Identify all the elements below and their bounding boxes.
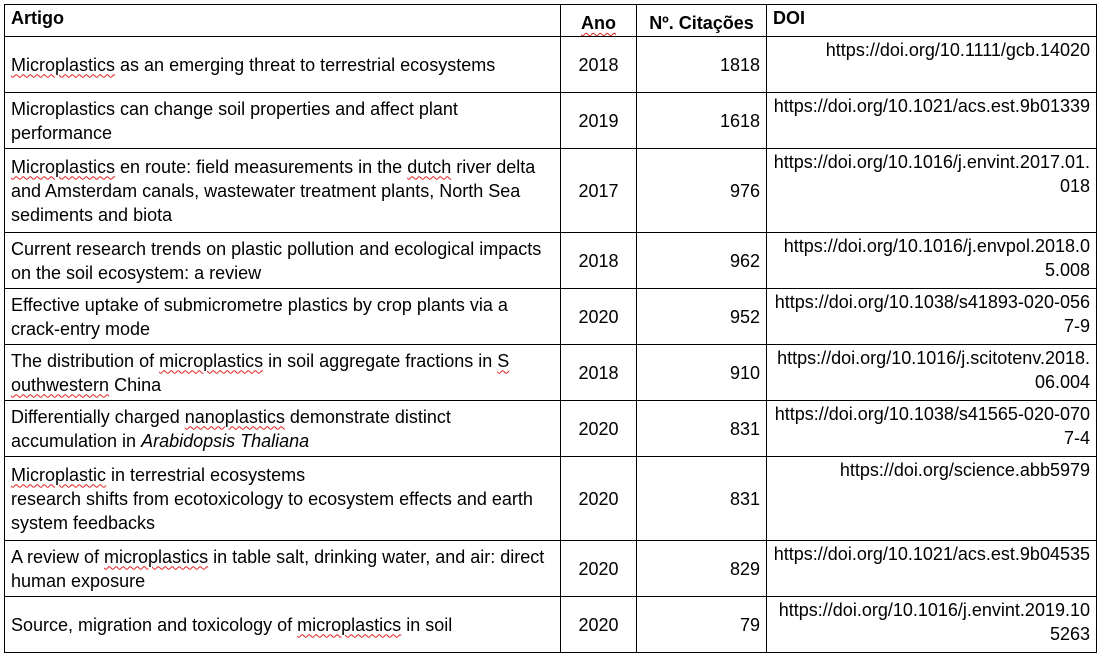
- table-row: [5, 289, 1097, 345]
- cell-doi[interactable]: https://doi.org/10.1021/acs.est.9b01339: [767, 93, 1097, 149]
- cell-ano: 2020: [561, 457, 637, 541]
- artigo-text: microplastics: [159, 350, 264, 371]
- cell-doi[interactable]: https://doi.org/10.1016/j.scitotenv.2018.06.004: [767, 345, 1097, 401]
- cell-artigo: [5, 149, 561, 233]
- artigo-text: S outhwestern: [11, 350, 510, 395]
- cell-doi[interactable]: https://doi.org/10.1016/j.envpol.2018.05.008: [767, 233, 1097, 289]
- cell-artigo: [5, 93, 561, 149]
- table-row: [5, 37, 1097, 93]
- table-header-row: [5, 5, 1097, 37]
- cell-doi[interactable]: https://doi.org/10.1111/gcb.14020: [767, 37, 1097, 93]
- cell-doi[interactable]: https://doi.org/10.1016/j.envint.2019.105263: [767, 597, 1097, 653]
- artigo-text: demonstrate distinct accumulation in: [11, 406, 451, 451]
- artigo-text: research shifts from ecotoxicology to ecosystem effects and earth system feedbacks: [11, 488, 533, 533]
- artigo-text: microplastics: [297, 614, 402, 635]
- artigo-text: Microplastics: [11, 54, 116, 75]
- cell-doi[interactable]: https://doi.org/10.1038/s41893-020-0567-9: [767, 289, 1097, 345]
- cell-citacoes: 952: [637, 289, 767, 345]
- artigo-text: Differentially charged: [11, 406, 185, 427]
- cell-ano: 2020: [561, 541, 637, 597]
- header-citacoes: Nº. Citações: [637, 5, 767, 37]
- cell-ano: 2019: [561, 93, 637, 149]
- cell-citacoes: 976: [637, 149, 767, 233]
- artigo-text: The distribution of: [11, 350, 160, 371]
- table-row: [5, 541, 1097, 597]
- cell-artigo: [5, 401, 561, 457]
- cell-doi[interactable]: https://doi.org/10.1038/s41565-020-0707-4: [767, 401, 1097, 457]
- cell-ano: 2018: [561, 345, 637, 401]
- cell-ano: 2018: [561, 233, 637, 289]
- cell-artigo: [5, 457, 561, 541]
- cell-ano: 2018: [561, 37, 637, 93]
- table-row: [5, 345, 1097, 401]
- table-row: [5, 233, 1097, 289]
- cell-citacoes: 1818: [637, 37, 767, 93]
- table-row: [5, 457, 1097, 541]
- artigo-text: China: [109, 374, 162, 395]
- artigo-text: river delta and Amsterdam canals, wastewater treatment plants, North Sea sediments and biota: [11, 156, 536, 225]
- artigo-text: Arabidopsis Thaliana: [141, 430, 310, 451]
- cell-citacoes: 962: [637, 233, 767, 289]
- artigo-text: as an emerging threat to terrestrial ecosystems: [115, 54, 496, 75]
- header-doi: DOI: [767, 5, 1097, 37]
- cell-doi[interactable]: https://doi.org/10.1016/j.envint.2017.01.018: [767, 149, 1097, 233]
- artigo-text: in soil: [401, 614, 453, 635]
- artigo-text: in soil aggregate fractions in: [263, 350, 498, 371]
- cell-citacoes: 79: [637, 597, 767, 653]
- artigo-text: dutch: [407, 156, 452, 177]
- artigo-text: Microplastics: [11, 156, 116, 177]
- articles-table: [4, 4, 1097, 653]
- cell-doi[interactable]: https://doi.org/science.abb5979: [767, 457, 1097, 541]
- table-row: [5, 93, 1097, 149]
- cell-ano: 2020: [561, 597, 637, 653]
- table-row: [5, 149, 1097, 233]
- cell-ano: 2020: [561, 401, 637, 457]
- cell-artigo: [5, 289, 561, 345]
- cell-artigo: [5, 345, 561, 401]
- header-artigo: Artigo: [5, 5, 561, 37]
- artigo-text: Microplastics can change soil properties and affect plant performance: [11, 98, 458, 143]
- cell-citacoes: 831: [637, 401, 767, 457]
- artigo-text: Source, migration and toxicology of: [11, 614, 298, 635]
- header-ano: Ano: [561, 5, 637, 37]
- cell-artigo: [5, 597, 561, 653]
- artigo-text: in terrestrial ecosystems: [106, 464, 306, 485]
- artigo-text: Current research trends on plastic pollution and ecological impacts on the soil ecosystem: a review: [11, 238, 542, 283]
- artigo-text: in table salt, drinking water, and air: direct human exposure: [11, 546, 545, 591]
- table-body: [5, 37, 1097, 653]
- cell-artigo: [5, 541, 561, 597]
- table-row: [5, 597, 1097, 653]
- cell-ano: 2020: [561, 289, 637, 345]
- cell-citacoes: 831: [637, 457, 767, 541]
- artigo-text: nanoplastics: [184, 406, 285, 427]
- artigo-text: Effective uptake of submicrometre plastics by crop plants via a crack-entry mode: [11, 294, 508, 339]
- artigo-text: microplastics: [104, 546, 209, 567]
- cell-citacoes: 1618: [637, 93, 767, 149]
- cell-artigo: [5, 37, 561, 93]
- table-row: [5, 401, 1097, 457]
- artigo-text: A review of: [11, 546, 105, 567]
- artigo-text: en route: field measurements in the: [115, 156, 408, 177]
- cell-artigo: [5, 233, 561, 289]
- cell-doi[interactable]: https://doi.org/10.1021/acs.est.9b04535: [767, 541, 1097, 597]
- artigo-text: Microplastic: [11, 464, 107, 485]
- cell-citacoes: 910: [637, 345, 767, 401]
- cell-citacoes: 829: [637, 541, 767, 597]
- cell-ano: 2017: [561, 149, 637, 233]
